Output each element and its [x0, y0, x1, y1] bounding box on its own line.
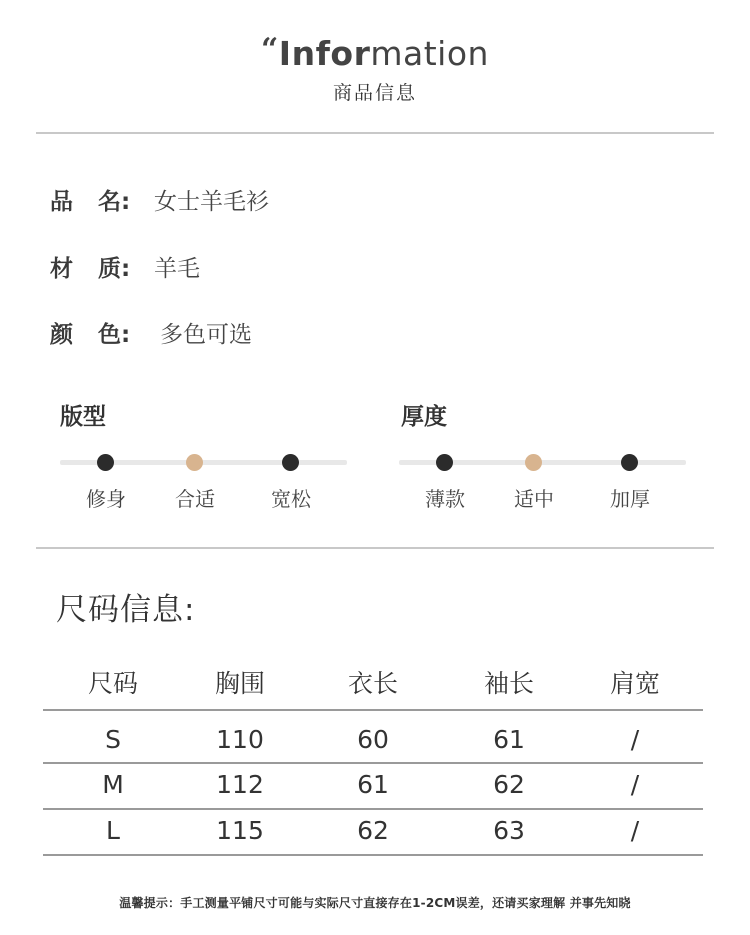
thickness-title: 厚度 [401, 404, 447, 430]
cell-shoulder: / [630, 725, 640, 754]
header-sleeve: 袖长 [483, 669, 534, 698]
fit-dot-regular [186, 454, 203, 471]
page-title [0, 28, 750, 76]
info-value: 多色可选 [160, 322, 252, 348]
cell-length: 61 [357, 770, 389, 799]
footer-note: 温馨提示：手工测量平铺尺寸可能与实际尺寸直接存在1-2CM误差，还请买家理解 并事先知晓 [119, 896, 631, 910]
table-line [43, 854, 703, 856]
cell-chest: 115 [216, 816, 264, 845]
info-label-char1: 材 [50, 256, 73, 282]
size-section-title: 尺码信息: [56, 592, 196, 628]
fit-dot-loose [282, 454, 299, 471]
title-rest-part: mation [370, 34, 489, 73]
fit-label-slim: 修身 [86, 487, 126, 511]
header-shoulder: 肩宽 [609, 669, 660, 698]
table-line [43, 709, 703, 711]
cell-sleeve: 61 [493, 725, 525, 754]
info-value: 羊毛 [154, 256, 200, 282]
thickness-dot-thick [621, 454, 638, 471]
cell-length: 62 [357, 816, 389, 845]
cell-shoulder: / [630, 770, 640, 799]
fit-dot-slim [97, 454, 114, 471]
fit-label-loose: 宽松 [271, 487, 311, 511]
info-row-color [50, 316, 252, 349]
header [0, 28, 750, 105]
info-row-name [50, 183, 269, 216]
thickness-label-thin: 薄款 [425, 487, 465, 511]
thickness-dot-medium [525, 454, 542, 471]
thickness-label-thick: 加厚 [610, 487, 650, 511]
cell-size: S [105, 725, 121, 754]
info-label [50, 316, 150, 349]
info-label-char2: 质: [98, 256, 131, 282]
info-label-char1: 品 [50, 189, 73, 215]
table-line [43, 762, 703, 764]
info-label-char2: 色: [98, 322, 131, 348]
cell-sleeve: 63 [493, 816, 525, 845]
table-line [43, 808, 703, 810]
info-label-char2: 名: [98, 189, 131, 215]
cell-shoulder: / [630, 816, 640, 845]
title-bold-part: Infor [278, 34, 371, 73]
thickness-dot-thin [436, 454, 453, 471]
cell-size: M [102, 770, 124, 799]
size-table-header [43, 664, 703, 706]
header-length: 衣长 [347, 669, 398, 698]
cell-size: L [106, 816, 120, 845]
title-quote-mark: “ [261, 32, 279, 67]
cell-length: 60 [357, 725, 389, 754]
divider-top [36, 132, 714, 134]
fit-label-regular: 合适 [175, 487, 215, 511]
cell-chest: 112 [216, 770, 264, 799]
divider-middle [36, 547, 714, 549]
info-label [50, 250, 150, 283]
info-label-char1: 颜 [50, 322, 73, 348]
info-row-material [50, 250, 200, 283]
cell-chest: 110 [216, 725, 264, 754]
fit-title: 版型 [60, 404, 106, 430]
info-value: 女士羊毛衫 [154, 189, 269, 215]
info-label [50, 183, 150, 216]
header-chest: 胸围 [214, 669, 265, 698]
header-size: 尺码 [87, 669, 138, 698]
page-subtitle: 商品信息 [332, 82, 417, 104]
thickness-label-medium: 适中 [514, 487, 554, 511]
cell-sleeve: 62 [493, 770, 525, 799]
